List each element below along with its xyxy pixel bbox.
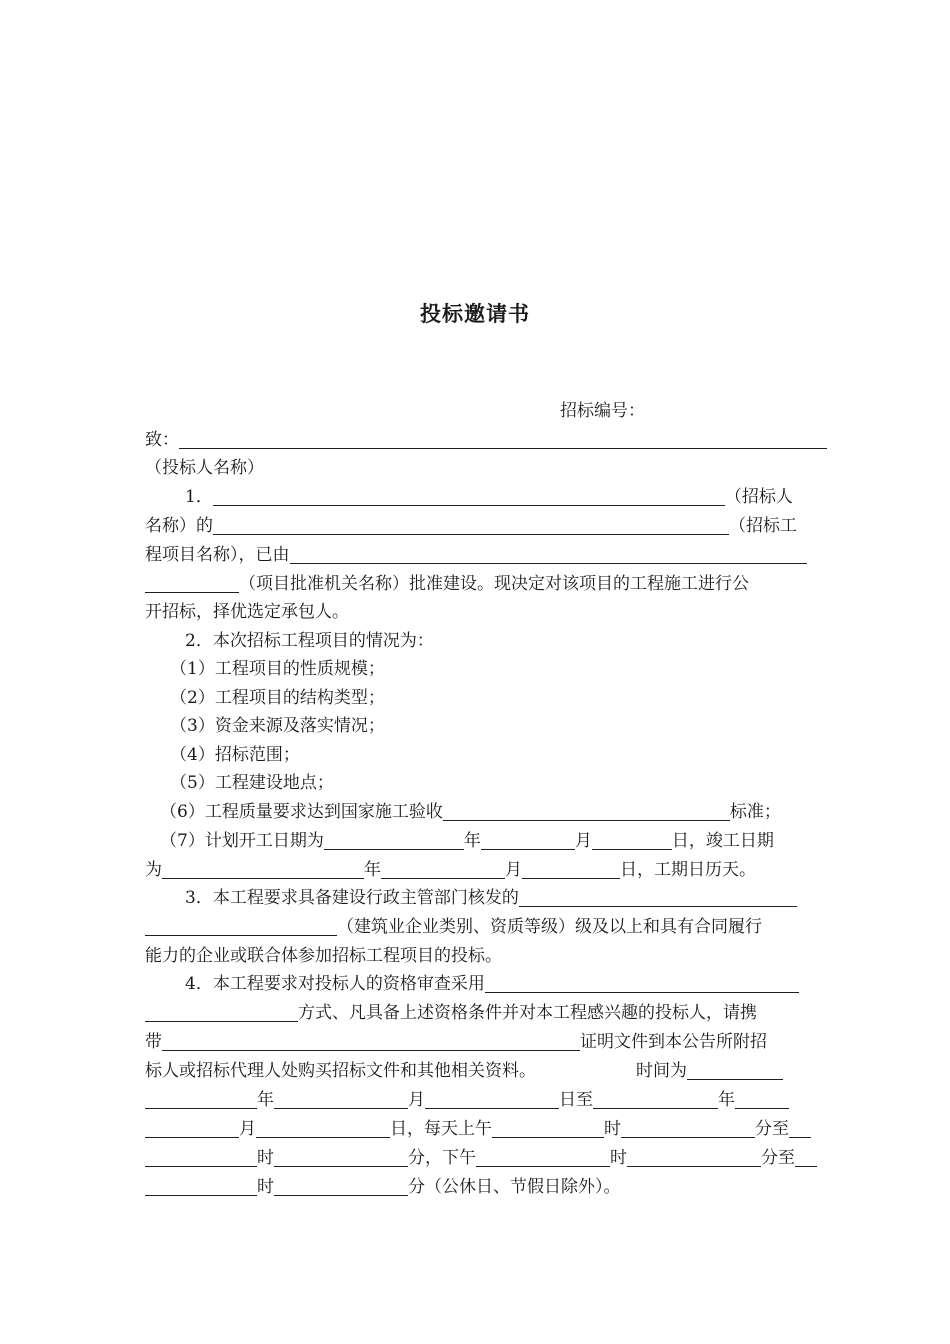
line-sub-2: （2）工程项目的结构类型；: [170, 688, 385, 708]
blank-review-method[interactable]: [485, 974, 799, 993]
line-sale-dates: 年 月 日至 年: [145, 1086, 827, 1114]
blank-sale-end-month[interactable]: [735, 1090, 789, 1109]
blank-review-method-cont[interactable]: [145, 1003, 298, 1022]
blank-start-day[interactable]: [592, 831, 672, 850]
line-item-1: 1． （招标人: [185, 487, 793, 507]
blank-approval-authority[interactable]: [290, 545, 807, 564]
line-documents: 带 证明文件到本公告所附招: [145, 1032, 767, 1052]
blank-sale-end-day[interactable]: [256, 1119, 390, 1138]
blank-am-start-hour[interactable]: [492, 1119, 604, 1138]
blank-project-name[interactable]: [213, 516, 729, 535]
blank-documents[interactable]: [162, 1032, 580, 1051]
line-item-3: 3．本工程要求具备建设行政主管部门核发的: [185, 884, 827, 912]
blank-sale-end-month-cont[interactable]: [145, 1119, 239, 1138]
blank-sale-end-year[interactable]: [593, 1090, 718, 1109]
blank-pm-start-minute[interactable]: [627, 1148, 761, 1167]
blank-pm-start-hour[interactable]: [476, 1148, 610, 1167]
bid-number-label: 招标编号：: [560, 401, 645, 421]
blank-approval-authority-cont[interactable]: [145, 574, 239, 593]
line-item-4: 4．本工程要求对投标人的资格审查采用: [185, 970, 827, 998]
blank-start-month[interactable]: [481, 831, 575, 850]
line-sub-7: （7）计划开工日期为 年 月 日，竣工日期: [160, 831, 774, 851]
blank-am-end-hour-cont[interactable]: [145, 1148, 257, 1167]
blank-end-year[interactable]: [162, 860, 364, 879]
line-sub-3: （3）资金来源及落实情况；: [170, 716, 385, 736]
blank-end-month[interactable]: [381, 860, 505, 879]
line-eligible-bidders: 能力的企业或联合体参加招标工程项目的投标。: [145, 946, 502, 966]
blank-sale-start-month[interactable]: [274, 1090, 408, 1109]
blank-time[interactable]: [687, 1061, 783, 1080]
blank-am-start-minute[interactable]: [621, 1119, 755, 1138]
blank-qualification-cont[interactable]: [145, 917, 337, 936]
line-completion-date: 为 年 月 日，工期日历天。: [145, 860, 756, 880]
blank-qualification[interactable]: [519, 888, 797, 907]
line-item-2: 2．本次招标工程项目的情况为：: [185, 631, 434, 651]
line-qualification-type: （建筑业企业类别、资质等级）级及以上和具有合同履行: [145, 913, 827, 941]
blank-bidder-name[interactable]: [179, 430, 827, 449]
blank-start-year[interactable]: [324, 831, 464, 850]
line-project-name: 名称）的 （招标工: [145, 516, 797, 536]
line-bidder-label: （投标人名称）: [145, 458, 264, 478]
line-afternoon-end: 时 分（公休日、节假日除外）。: [145, 1173, 827, 1201]
blank-end-day[interactable]: [522, 860, 620, 879]
line-approved-by: 程项目名称），已由: [145, 541, 827, 569]
blank-quality-standard[interactable]: [443, 802, 730, 821]
blank-am-end-hour[interactable]: [789, 1119, 811, 1138]
document-title: 投标邀请书: [420, 302, 530, 326]
line-approval-authority: （项目批准机关名称）批准建设。现决定对该项目的工程施工进行公: [145, 570, 827, 598]
line-sub-6: （6）工程质量要求达到国家施工验收 标准；: [160, 802, 781, 822]
line-sub-1: （1）工程项目的性质规模；: [170, 659, 385, 679]
blank-sale-start-year[interactable]: [145, 1090, 257, 1109]
line-afternoon-hours: 时 分，下午 时 分至: [145, 1144, 827, 1172]
blank-sale-start-day[interactable]: [425, 1090, 559, 1109]
line-purchase: 标人或招标代理人处购买招标文件和其他相关资料。 时间为: [145, 1057, 827, 1085]
blank-pm-end-hour[interactable]: [795, 1148, 817, 1167]
blank-pm-end-minute[interactable]: [274, 1177, 408, 1196]
line-morning-hours: 月 日，每天上午 时 分至: [145, 1115, 827, 1143]
line-sub-5: （5）工程建设地点；: [170, 773, 334, 793]
line-addressee: 致：: [145, 426, 827, 454]
blank-am-end-minute[interactable]: [274, 1148, 408, 1167]
line-review-method: 方式、凡具备上述资格条件并对本工程感兴趣的投标人，请携: [145, 999, 827, 1027]
blank-pm-end-hour-cont[interactable]: [145, 1177, 257, 1196]
line-sub-4: （4）招标范围；: [170, 745, 300, 765]
line-open-tender: 开招标，择优选定承包人。: [145, 602, 349, 622]
blank-tenderer-name[interactable]: [213, 487, 725, 506]
